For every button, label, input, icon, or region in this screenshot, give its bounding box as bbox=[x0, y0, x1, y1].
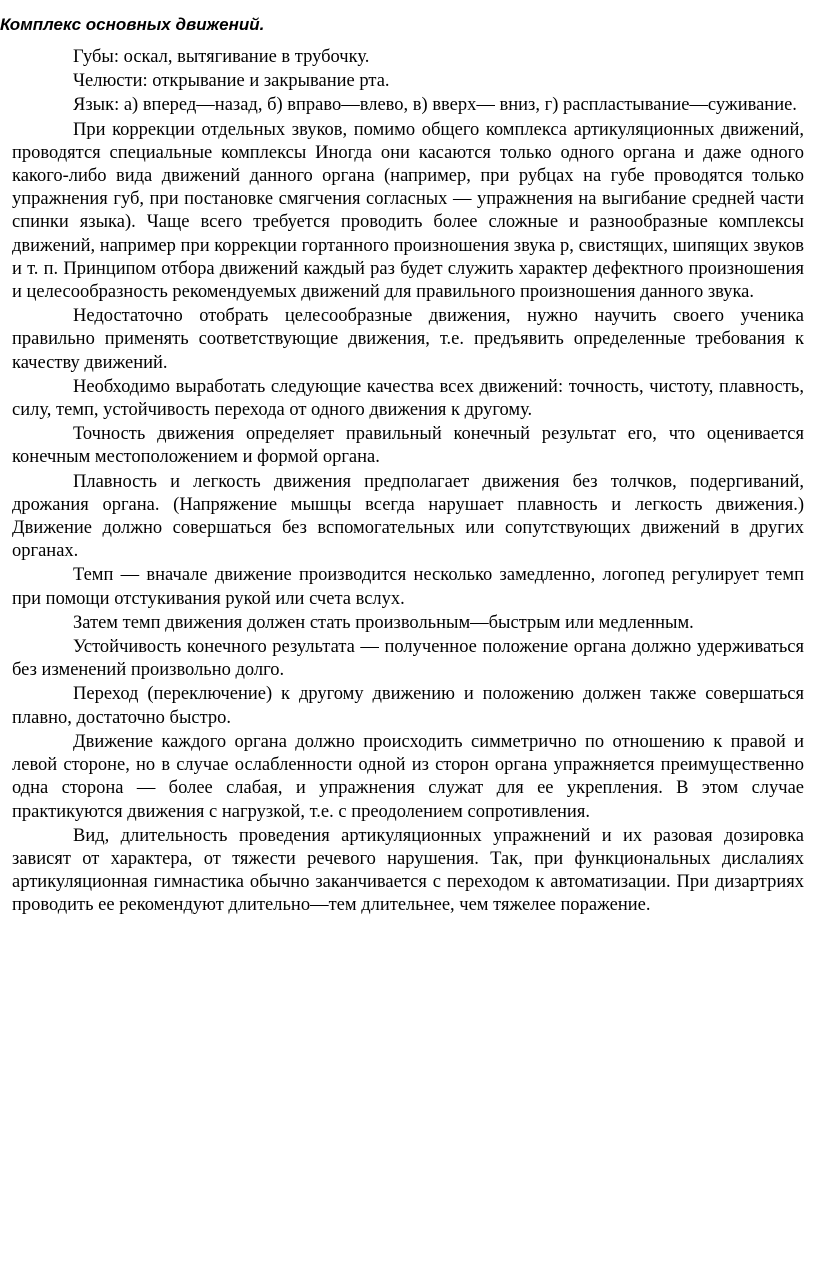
paragraph-lips: Губы: оскал, вытягивание в трубочку. bbox=[73, 47, 370, 67]
paragraph-jaws: Челюсти: открывание и закрывание рта. bbox=[73, 71, 390, 92]
paragraph-teaching: Недостаточно отобрать целесообразные движения, нужно научить своего ученика правильно применять соответствующие движения, т.е. предъявить определенные требования к качеству движений. bbox=[12, 306, 804, 373]
paragraph-symmetry: Движение каждого органа должно происходить симметрично по отношению к правой и левой стороне, но в случае ослабленности одной из сторон органа упражняется преимущественно одна сторона — более слабая, и упражнения служат для ее укрепления. В этом случае практикуются движения с нагрузкой, т.е. с преодолением сопротивления. bbox=[12, 731, 804, 822]
paragraph-smoothness: Плавность и легкость движения предполагает движения без толчков, подергиваний, дрожания органа. (Напряжение мышцы всегда нарушает плавность и легкость движения.) Движение должно совершаться без вспомогательных или сопутствующих движений в других органах. bbox=[12, 471, 804, 562]
paragraph-stability: Устойчивость конечного результата — полученное положение органа должно удерживаться без изменений произвольно долго. bbox=[12, 637, 804, 681]
document-heading: Комплекс основных движений. bbox=[0, 15, 265, 34]
paragraph-transition: Переход (переключение) к другому движению и положению должен также совершаться плавно, достаточно быстро. bbox=[12, 684, 804, 728]
paragraph-correction: При коррекции отдельных звуков, помимо общего комплекса артикуляционных движений, проводятся специальные комплексы Иногда они касаются только одного органа и даже одного какого-либо вида движений данного органа (например, при рубцах на губе проводятся только упражнения губ, при постановке смягчения согласных — упражнения на выгибание средней части спинки языка). Чаще всего требуется проводить более сложные и разнообразные комплексы движений, например при коррекции гортанного произношения звука р, свистящих, шипящих звуков и т. п. Принципом отбора движений каждый раз будет служить характер дефектного произношения и целесообразность рекомендуемых движений для правильного произношения данного звука. bbox=[12, 119, 804, 303]
paragraph-qualities: Необходимо выработать следующие качества всех движений: точность, чистоту, плавность, силу, темп, устойчивость перехода от одного движения к другому. bbox=[12, 376, 804, 421]
paragraph-duration: Вид, длительность проведения артикуляционных упражнений и их разовая дозировка зависят от характера, от тяжести речевого нарушения. Так, при функциональных дислалиях артикуляционная гимнастика обычно заканчивается с переходом к автоматизации. При дизартриях проводить ее рекомендуют длительно—тем длительнее, чем тяжелее поражение. bbox=[12, 825, 804, 916]
paragraph-tempo: Темп — вначале движение производится несколько замедленно, логопед регулирует темп при помощи отстукивания рукой или счета вслух. bbox=[12, 565, 804, 609]
paragraph-tempo-arbitrary: Затем темп движения должен стать произвольным—быстрым или медленным. bbox=[73, 612, 694, 633]
paragraph-tongue: Язык: а) вперед—назад, б) вправо—влево, в) вверх— вниз, г) распластывание—суживание. bbox=[73, 95, 797, 116]
paragraph-accuracy: Точность движения определяет правильный конечный результат его, что оценивается конечным местоположением и формой органа. bbox=[12, 424, 804, 468]
document-page bbox=[0, 14, 804, 919]
